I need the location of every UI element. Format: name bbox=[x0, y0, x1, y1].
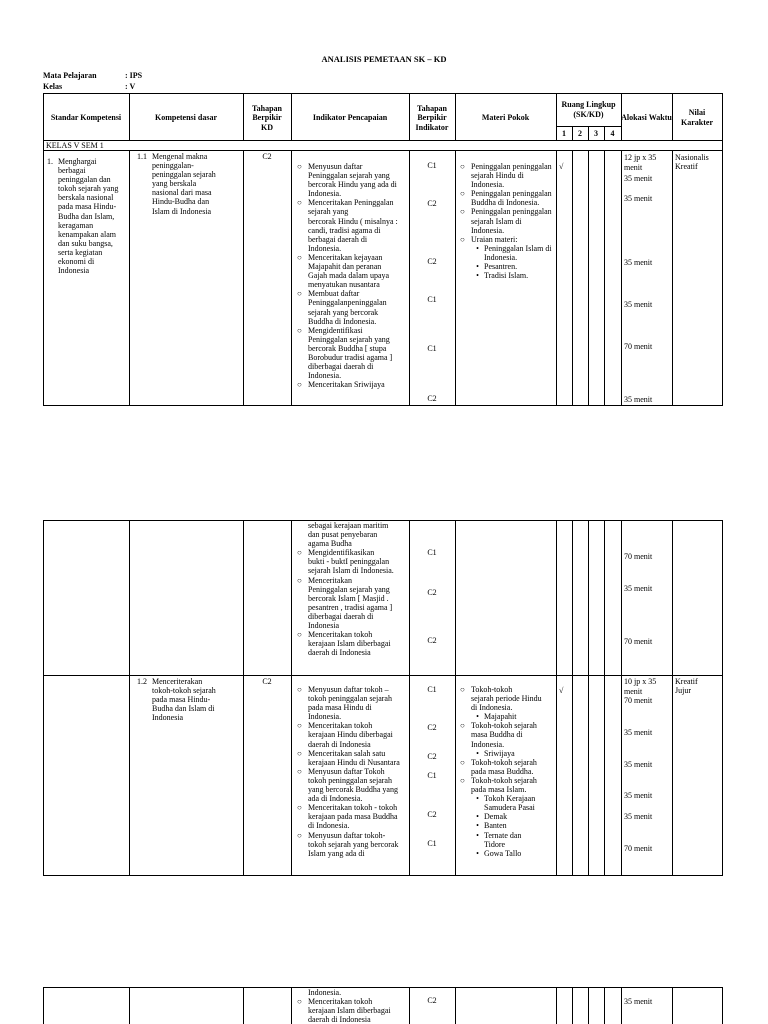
header-ruang-lingkup: Ruang Lingkup (SK/KD) bbox=[561, 99, 616, 119]
indicator-item: Borobudur tradisi agama ] bbox=[308, 352, 393, 362]
indicator-item: di Indonesia. bbox=[308, 821, 350, 831]
text-line: Indonesia bbox=[58, 266, 90, 276]
indicator-item: Peninggalanpeninggalan bbox=[308, 298, 387, 308]
waktu-value: 70 menit bbox=[624, 696, 653, 705]
circle-bullet-icon: ○ bbox=[460, 757, 465, 767]
indicator-item: Indonesia. bbox=[308, 712, 342, 722]
waktu-value: 10 jp x 35 bbox=[624, 677, 657, 686]
indicator-item: yang bercorak Buddha yang bbox=[308, 785, 398, 795]
indicator-item: sejarah yang bbox=[308, 207, 349, 217]
circle-bullet-icon: ○ bbox=[297, 575, 302, 585]
indicator-item: ○ Menceritakan tokoh - tokoh bbox=[294, 803, 409, 812]
circle-bullet-icon: ○ bbox=[460, 685, 465, 694]
materi-item: Indonesia. bbox=[471, 739, 505, 749]
circle-bullet-icon: ○ bbox=[297, 252, 302, 262]
circle-bullet-icon: ○ bbox=[297, 748, 302, 758]
dot-bullet-icon: • bbox=[476, 262, 479, 272]
tahapan-value: C1 bbox=[427, 295, 437, 304]
standar-kompetensi-text bbox=[58, 157, 128, 275]
indicator-item: Majapahit dan peranan bbox=[308, 262, 382, 272]
circle-bullet-icon: ○ bbox=[297, 803, 302, 813]
indicator-item: ○ Mengidentifikasi bbox=[294, 326, 409, 335]
dot-bullet-icon: • bbox=[476, 748, 479, 758]
tahapan-value: C1 bbox=[427, 839, 437, 848]
text-line: tokoh-tokoh sejarah bbox=[152, 686, 216, 696]
kd-number-2: 1.2 bbox=[137, 677, 147, 686]
materi-subitem: • Ternate dan bbox=[459, 831, 556, 840]
indicator-item: Indonesia. bbox=[308, 243, 342, 253]
materi-item: ○ Uraian materi: bbox=[460, 234, 518, 244]
materi-item: ○ Tokoh-tokoh sejarah bbox=[460, 721, 537, 731]
header-ruang-col-2: 2 bbox=[578, 128, 582, 138]
tahapan-value: C2 bbox=[427, 636, 437, 645]
circle-bullet-icon: ○ bbox=[297, 198, 302, 208]
waktu-value: 35 menit bbox=[624, 584, 653, 593]
tahapan-value: C2 bbox=[427, 723, 437, 732]
waktu-value: 70 menit bbox=[624, 637, 653, 646]
tahapan-value: C2 bbox=[427, 810, 437, 819]
tahapan-kd-value: C2 bbox=[262, 152, 272, 161]
text-line: kenampakan alam bbox=[58, 229, 116, 239]
text-line: Menghargai bbox=[58, 157, 97, 166]
text-line: pada masa Hindu- bbox=[152, 695, 211, 705]
circle-bullet-icon: ○ bbox=[297, 630, 302, 640]
waktu-value: 35 menit bbox=[624, 300, 653, 309]
waktu-value: 70 menit bbox=[624, 342, 653, 351]
waktu-value: menit bbox=[624, 687, 643, 696]
indicator-item: daerah di Indonesia bbox=[308, 1015, 371, 1024]
circle-bullet-icon: ○ bbox=[460, 234, 465, 244]
kd-number: 1.1 bbox=[137, 152, 147, 161]
meta-subject-value: : IPS bbox=[125, 71, 143, 80]
materi-subitem: • Peninggalan Islam di bbox=[459, 244, 556, 253]
waktu-value: 35 menit bbox=[624, 395, 653, 404]
circle-bullet-icon: ○ bbox=[460, 207, 465, 217]
dot-bullet-icon: • bbox=[476, 794, 479, 804]
indicator-item: tokoh peninggalan sejarah bbox=[308, 775, 392, 785]
text-line: yang berskala bbox=[152, 179, 197, 189]
alokasi-waktu-list-3 bbox=[624, 0, 672, 1024]
indicator-item: ○ Menceritakan tokoh bbox=[294, 721, 409, 730]
indicator-item: Islam yang ada di bbox=[308, 848, 365, 858]
materi-item: ○ Tokoh-tokoh sejarah bbox=[460, 757, 537, 767]
text-line: Indonesia bbox=[152, 713, 184, 723]
indicator-item: ○ Mengidentifikasikan bbox=[294, 548, 409, 557]
text-line: Kreatif bbox=[675, 677, 698, 686]
meta-subject bbox=[43, 71, 143, 81]
tahapan-value: C1 bbox=[427, 685, 437, 694]
text-line: keragaman bbox=[58, 220, 94, 230]
text-line: serta kegiatan bbox=[58, 247, 103, 257]
indicator-item: ○ Menyusun daftar Tokoh bbox=[294, 767, 409, 776]
indicator-continued-line: Indonesia. bbox=[308, 988, 342, 997]
waktu-value: 35 menit bbox=[624, 791, 653, 800]
indicator-item: bercorak Buddha [ stupa bbox=[308, 343, 387, 353]
dot-bullet-icon: • bbox=[476, 830, 479, 840]
indicator-item: tokoh peninggalan sejarah bbox=[308, 694, 392, 704]
indicator-item: ○ Menceritakan tokoh bbox=[294, 630, 409, 639]
indicator-item: kerajaan pada masa Buddha bbox=[308, 812, 398, 822]
materi-item: Buddha di Indonesia. bbox=[471, 198, 540, 208]
materi-item: Indonesia. bbox=[471, 225, 505, 235]
indicator-item: kerajaan Hindu diberbagai bbox=[308, 730, 393, 740]
materi-subitem: • Tokoh Kerajaan bbox=[459, 794, 556, 803]
materi-pokok-list-2 bbox=[459, 685, 556, 858]
indicator-item: ○ Menceritakan salah satu bbox=[294, 749, 409, 758]
materi-item: di Indonesia. bbox=[471, 703, 513, 713]
header-ruang-col-1: 1 bbox=[562, 128, 566, 138]
text-line: Budha dan Islam di bbox=[152, 704, 215, 714]
waktu-value: 35 menit bbox=[624, 760, 653, 769]
nilai-karakter-text bbox=[675, 153, 721, 171]
header-ruang-col-3: 3 bbox=[594, 128, 598, 138]
indicator-item: sejarah Islam di Indonesia. bbox=[308, 566, 394, 576]
text-line: peninggalan sejarah bbox=[152, 170, 216, 180]
tahapan-value: C2 bbox=[427, 199, 437, 208]
nilai-karakter-text-2 bbox=[675, 677, 721, 695]
materi-item: ○ Peninggalan peninggalan bbox=[460, 207, 552, 217]
text-line: peninggalan dan bbox=[58, 175, 111, 185]
indicator-item: ○ Membuat daftar bbox=[294, 289, 409, 298]
circle-bullet-icon: ○ bbox=[297, 380, 302, 390]
text-line: dan suku bangsa, bbox=[58, 238, 113, 248]
text-line: Budha dan Islam, bbox=[58, 211, 115, 221]
document-title: ANALISIS PEMETAAN SK – KD bbox=[321, 54, 447, 64]
section-label: KELAS V SEM 1 bbox=[46, 141, 104, 150]
tahapan-value: C2 bbox=[427, 588, 437, 597]
indicator-continued-line: sebagai kerajaan maritim bbox=[308, 521, 389, 530]
circle-bullet-icon: ○ bbox=[297, 721, 302, 731]
indicator-item: diberbagai daerah di bbox=[308, 611, 374, 621]
circle-bullet-icon: ○ bbox=[297, 162, 302, 171]
text-line: nasional dari masa bbox=[152, 188, 212, 198]
materi-subitem: • Pesantren. bbox=[459, 262, 556, 271]
materi-subitem: Samudera Pasai bbox=[484, 803, 535, 813]
materi-item: sejarah Hindu di bbox=[471, 171, 524, 181]
circle-bullet-icon: ○ bbox=[297, 685, 302, 694]
meta-class-value: : V bbox=[125, 82, 136, 91]
indicator-item: Buddha di Indonesia. bbox=[308, 316, 377, 326]
indicator-item: Indonesia. bbox=[308, 189, 342, 199]
indicator-item: sejarah yang bercorak bbox=[308, 307, 379, 317]
waktu-value: 35 menit bbox=[624, 997, 653, 1006]
materi-item: ○ Peninggalan peninggalan bbox=[460, 162, 552, 171]
meta-class bbox=[43, 82, 136, 92]
waktu-value: 35 menit bbox=[624, 812, 653, 821]
materi-item: Indonesia. bbox=[471, 180, 505, 190]
indicator-item: tokoh sejarah yang bercorak bbox=[308, 839, 399, 849]
circle-bullet-icon: ○ bbox=[297, 325, 302, 335]
waktu-value: 35 menit bbox=[624, 258, 653, 267]
waktu-value: menit bbox=[624, 163, 643, 172]
header-tahapan-indikator: Tahapan Berpikir Indikator bbox=[415, 103, 449, 132]
circle-bullet-icon: ○ bbox=[297, 548, 302, 558]
circle-bullet-icon: ○ bbox=[460, 162, 465, 171]
header-materi-pokok: Materi Pokok bbox=[481, 113, 530, 123]
materi-item: sejarah Islam di bbox=[471, 216, 522, 226]
indicator-item: ○ Menyusun daftar bbox=[294, 162, 409, 171]
materi-subitem: • Tradisi Islam. bbox=[459, 271, 556, 280]
dot-bullet-icon: • bbox=[476, 271, 479, 281]
tahapan-value: C2 bbox=[427, 257, 437, 266]
indicator-item: bercorak Hindu yang ada di bbox=[308, 180, 397, 190]
indicator-item: bercorak Islam [ Masjid . bbox=[308, 593, 389, 603]
indikator-list-3 bbox=[294, 988, 409, 1024]
text-line: Islam di Indonesia bbox=[152, 206, 212, 216]
indicator-item: diberbagai daerah di bbox=[308, 362, 374, 372]
dot-bullet-icon: • bbox=[476, 821, 479, 831]
tahapan-value: C1 bbox=[427, 161, 437, 170]
circle-bullet-icon: ○ bbox=[297, 289, 302, 299]
tahapan-value: C1 bbox=[427, 771, 437, 780]
meta-class-label: Kelas bbox=[43, 82, 63, 91]
indicator-item: daerah di Indonesia bbox=[308, 648, 371, 658]
indicator-item: Indonesia. bbox=[308, 371, 342, 381]
tahapan-value: C2 bbox=[427, 996, 437, 1005]
indicator-item: Peninggalan sejarah yang bbox=[308, 334, 390, 344]
indicator-item: Indonesia bbox=[308, 621, 340, 631]
waktu-value: 70 menit bbox=[624, 844, 653, 853]
indicator-continued-line: dan pusat penyebaran bbox=[308, 530, 378, 540]
indicator-item: bercorak Hindu ( misalnya : bbox=[308, 216, 398, 226]
indicator-item: ○ Menceritakan bbox=[294, 576, 409, 585]
indicator-item: ○ Menceritakan tokoh bbox=[294, 997, 409, 1006]
text-line: Jujur bbox=[675, 686, 691, 696]
ruang-check-2: √ bbox=[559, 686, 564, 695]
text-line: ekonomi di bbox=[58, 257, 95, 267]
indicator-item: pesantren , tradisi agama ] bbox=[308, 602, 393, 612]
materi-subitem: Tidore bbox=[484, 839, 506, 849]
header-ruang-col-4: 4 bbox=[610, 128, 615, 138]
header-indikator: Indikator Pencapaian bbox=[312, 113, 388, 123]
text-line: tokoh sejarah yang bbox=[58, 184, 119, 194]
dot-bullet-icon: • bbox=[476, 243, 479, 253]
kompetensi-dasar-text-2 bbox=[152, 677, 242, 722]
tahapan-value: C2 bbox=[427, 752, 437, 761]
indicator-item: ○ Menyusun daftar tokoh – bbox=[294, 685, 409, 694]
dot-bullet-icon: • bbox=[476, 848, 479, 858]
header-alokasi-waktu: Alokasi Waktu bbox=[621, 113, 672, 123]
indicator-item: candi, tradisi agama di bbox=[308, 225, 381, 235]
indicator-item: ○ Menceritakan kejayaan bbox=[294, 253, 409, 262]
text-line: Kreatif bbox=[675, 162, 698, 172]
ruang-check: √ bbox=[559, 162, 564, 171]
indikator-list bbox=[294, 162, 409, 389]
indicator-item: ○ Menyusun daftar tokoh- bbox=[294, 831, 409, 840]
indikator-list-continued bbox=[294, 521, 409, 657]
materi-item: ○ Tokoh-tokoh bbox=[460, 685, 513, 694]
indicator-item: menyatukan nusantara bbox=[308, 280, 380, 290]
materi-item: masa Buddha di bbox=[471, 730, 523, 740]
header-standar-kompetensi: Standar Kompetensi bbox=[50, 113, 122, 123]
indicator-item: ○ Menceritakan Sriwijaya bbox=[294, 380, 409, 389]
indicator-item: bukti - buktI peninggalan bbox=[308, 557, 390, 567]
dot-bullet-icon: • bbox=[476, 712, 479, 722]
waktu-value: 70 menit bbox=[624, 552, 653, 561]
header-nilai-karakter: Nilai Karakter bbox=[681, 108, 713, 127]
circle-bullet-icon: ○ bbox=[297, 997, 302, 1007]
text-line: Menceriterakan bbox=[152, 677, 203, 686]
materi-item: ○ Peninggalan peninggalan bbox=[460, 189, 552, 199]
tahapan-value: C2 bbox=[427, 394, 437, 403]
tahapan-indikator-list-3 bbox=[409, 0, 455, 1024]
meta-subject-label: Mata Pelajaran bbox=[43, 71, 97, 80]
text-line: Nasionalis bbox=[675, 153, 709, 162]
waktu-value: 12 jp x 35 bbox=[624, 153, 657, 162]
circle-bullet-icon: ○ bbox=[297, 766, 302, 776]
materi-pokok-list bbox=[459, 162, 556, 280]
indicator-item: Gajah mada dalam upaya bbox=[308, 271, 390, 281]
indicator-item: kerajaan Islam diberbagai bbox=[308, 1006, 391, 1016]
materi-subitem: • Majapahit bbox=[459, 712, 556, 721]
header-tahapan-kd: Tahapan Berpikir KD bbox=[252, 103, 282, 132]
indicator-item: ○ Menceritakan Peninggalan bbox=[294, 198, 409, 207]
materi-subitem: • Demak bbox=[459, 812, 556, 821]
indicator-item: berbagai daerah di bbox=[308, 234, 368, 244]
indicator-item: ada di Indonesia. bbox=[308, 794, 363, 804]
text-line: Hindu-Budha dan bbox=[152, 197, 210, 207]
header-kompetensi-dasar: Kompetensi dasar bbox=[155, 113, 217, 123]
waktu-value: 35 menit bbox=[624, 174, 653, 183]
materi-item: sejarah periode Hindu bbox=[471, 694, 542, 704]
indicator-item: kerajaan Islam diberbagai bbox=[308, 639, 391, 649]
indicator-item: daerah di Indonesia bbox=[308, 739, 371, 749]
text-line: Mengenal makna bbox=[152, 152, 208, 161]
circle-bullet-icon: ○ bbox=[460, 189, 465, 199]
circle-bullet-icon: ○ bbox=[460, 721, 465, 731]
kompetensi-dasar-text bbox=[152, 152, 242, 216]
materi-subitem: Indonesia. bbox=[484, 252, 518, 262]
indicator-continued-line: agama Budha bbox=[308, 539, 352, 549]
materi-subitem: • Sriwijaya bbox=[459, 749, 556, 758]
standar-number: 1. bbox=[47, 157, 53, 166]
indicator-item: Peninggalan sejarah yang bbox=[308, 584, 390, 594]
indicator-item: Peninggalan sejarah yang bbox=[308, 171, 390, 181]
text-line: peninggalan- bbox=[152, 161, 194, 171]
tahapan-kd-value-2: C2 bbox=[262, 677, 272, 686]
tahapan-value: C1 bbox=[427, 344, 437, 353]
materi-item: pada masa Islam. bbox=[471, 785, 527, 795]
indicator-item: kerajaan Hindu di Nusantara bbox=[308, 757, 400, 767]
materi-subitem: • Banten bbox=[459, 821, 556, 830]
indicator-item: pada masa Hindu di bbox=[308, 703, 372, 713]
tahapan-value: C1 bbox=[427, 548, 437, 557]
circle-bullet-icon: ○ bbox=[297, 830, 302, 840]
waktu-value: 35 menit bbox=[624, 728, 653, 737]
materi-item: ○ Tokoh-tokoh sejarah bbox=[460, 775, 537, 785]
text-line: pada masa Hindu- bbox=[58, 202, 117, 212]
materi-subitem: • Gowa Tallo bbox=[459, 849, 556, 858]
text-line: berskala nasional bbox=[58, 193, 114, 203]
dot-bullet-icon: • bbox=[476, 812, 479, 822]
text-line: berbagai bbox=[58, 166, 86, 176]
materi-item: pada masa Buddha. bbox=[471, 766, 534, 776]
waktu-value: 35 menit bbox=[624, 194, 653, 203]
indikator-list-2 bbox=[294, 685, 409, 858]
circle-bullet-icon: ○ bbox=[460, 775, 465, 785]
